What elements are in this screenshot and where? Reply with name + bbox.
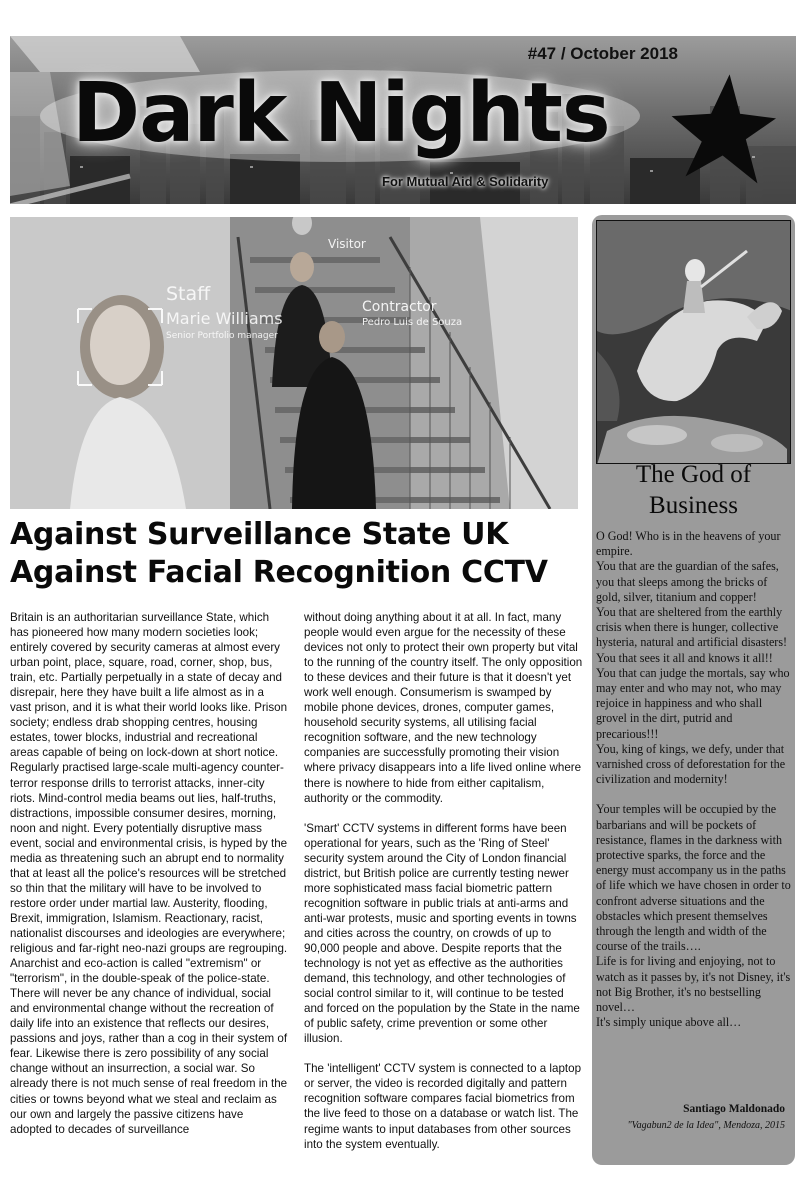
apocalypse-painting-image — [596, 220, 791, 464]
poem-line: Your temples will be occupied by the barbarians and will be pockets of resistance, flames in the darkness with protective sparks, the force and the energy must accompany us in the paths of life which we have chosen in order to confront adverse situations and the obstacles which present themselves through the length and width of the course of the trails…. — [596, 802, 791, 954]
masthead — [10, 36, 796, 204]
poem-line: It's simply unique above all… — [596, 1015, 742, 1030]
poem-line: You that are the guardian of the safes, you that sleeps among the bricks of gold, silver, titanium and copper! — [596, 559, 779, 604]
poem-line: You that sees it all and knows it all!! You that can judge the mortals, say who may enter and who may not, who may rejoice in happiness and who shall grovel in the dirt, putrid and precarious!!! — [596, 650, 790, 741]
article-paragraph: 'Smart' CCTV systems in different forms have been operational for years, such as the 'Ring of Steel' security system around the City of London financial district, but British police are currently testing newer more sophisticated mass facial biometric pattern recognition software in public trials at anti-arms and anti-war protests, music and sporting events in towns and cities across the country, on crowds of up to 90,000 people and above. Despite reports that the technology is not yet as effective as the authorities demand, this technology, and other technologies of social control similar to it, will continue to be tested and forced on the population by the State in the name of public safety, crime prevention or some other illusion. — [304, 821, 580, 1046]
photo-scene — [10, 217, 578, 509]
issue-date: #47 / October 2018 — [527, 44, 678, 63]
article-paragraph: without doing anything about it at all. In fact, many people would even argue for the necessity of these devices not only to protect their own property but vital to the running of the country itself. The only opposition to these devices and their future is that it doesn't yet work well enough. Consumerism is swamped by mobile phone devices, drones, computer games, household security systems, all utilising facial recognition software, and the new technology companies are successfully promoting their vision where privacy disappears into a life lived online where there is nowhere to hide from either capitalism, authority or the commodity. — [304, 611, 583, 805]
star-icon — [660, 72, 776, 188]
article-column-1 — [10, 610, 288, 1137]
poem-author: Santiago Maldonado — [683, 1103, 785, 1115]
hud-contractor-label: Contractor — [362, 299, 437, 315]
article-headline — [10, 516, 590, 592]
article-paragraph: The 'intelligent' CCTV system is connected to a laptop or server, the video is recorded digitally and pattern recognition software compares facial biometrics from the live feed to those on a database or watch list. The regime wants to input databases from other sources into the system eventually. — [304, 1062, 582, 1151]
poem-title: The God of Business — [635, 461, 752, 519]
poem-source: "Vagabun2 de la Idea", Mendoza, 2015 — [627, 1120, 785, 1131]
hud-visitor-label: Visitor — [328, 237, 366, 251]
poem-sidebar — [592, 215, 795, 1165]
poem-line: You that are sheltered from the earthly crisis when there is hunger, collective hysteria, natural and artificial disasters! — [596, 605, 788, 650]
poem-line: Life is for living and enjoying, not to watch as it passes by, it's not Disney, it's not Big Brother, it's no bestselling novel… — [596, 954, 791, 1015]
cctv-staircase-photo — [10, 217, 578, 509]
poem-body — [596, 529, 792, 1031]
hud-staff-label: Staff — [166, 283, 211, 305]
hud-staff-name: Marie Williams — [166, 309, 283, 328]
article-paragraph: Britain is an authoritarian surveillance State, which has pioneered how many modern societies look; entirely covered by security cameras at almost every urban point, place, square, road, corner, shop, bus, train, etc. Partially perpetually in a state of decay and disrepair, here they have built a life almost as in a vast prison, and it is what their world looks like. Prison society; endless drab shopping centres, housing estates, tower blocks, industrial and recreational areas capable of being on lock-down at short notice. Regularly practised large-scale multi-agency counter-terror response drills to terrorist attacks, inner-city riots. Mind-control media beams out lies, half-truths, distractions, impossible consumer desires, morning, noon and night. Every potentially disruptive mass event, social and environmental crisis, is hyped by the media as threatening such an abrupt end to normality that at least all the police's resources will be stretched so thin that the military will have to be involved to restore order under martial law. Austerity, flooding, Brexit, immigration, Islamism. Reactionary, racist, nationalist discourses and ideologies are everywhere; religious and far-right neo-nazi groups are regrouping. Anarchist and eco-action is called "extremism" or "terrorism", in the double-speak of the police-state. There will never be any chance of individual, social and environmental change without the recreation of daily life into an existence that reflects our desires, passions and joys, rather than a cog in their system of fear. Likewise there is zero possibility of any social change without an insurrection, a social war. So already there is not much sense of real freedom in the cities or towns beyond what we steal and reclaim as our own and largely the passive citizens have adopted to decades of surveillance — [10, 611, 288, 1136]
article-column-2 — [304, 610, 584, 1152]
newspaper-title: Dark Nights — [72, 66, 610, 161]
hud-staff-role: Senior Portfolio manager — [166, 331, 278, 341]
tagline: For Mutual Aid & Solidarity — [382, 174, 549, 189]
poem-line: O God! Who is in the heavens of your empire. — [596, 529, 781, 559]
headline-line-2: Against Facial Recognition CCTV — [10, 555, 548, 590]
poem-line: You, king of kings, we defy, under that varnished cross of deforestation for the civilization and modernity! — [596, 741, 786, 787]
headline-line-1: Against Surveillance State UK — [10, 517, 509, 552]
hud-contractor-name: Pedro Luis de Souza — [362, 317, 463, 328]
